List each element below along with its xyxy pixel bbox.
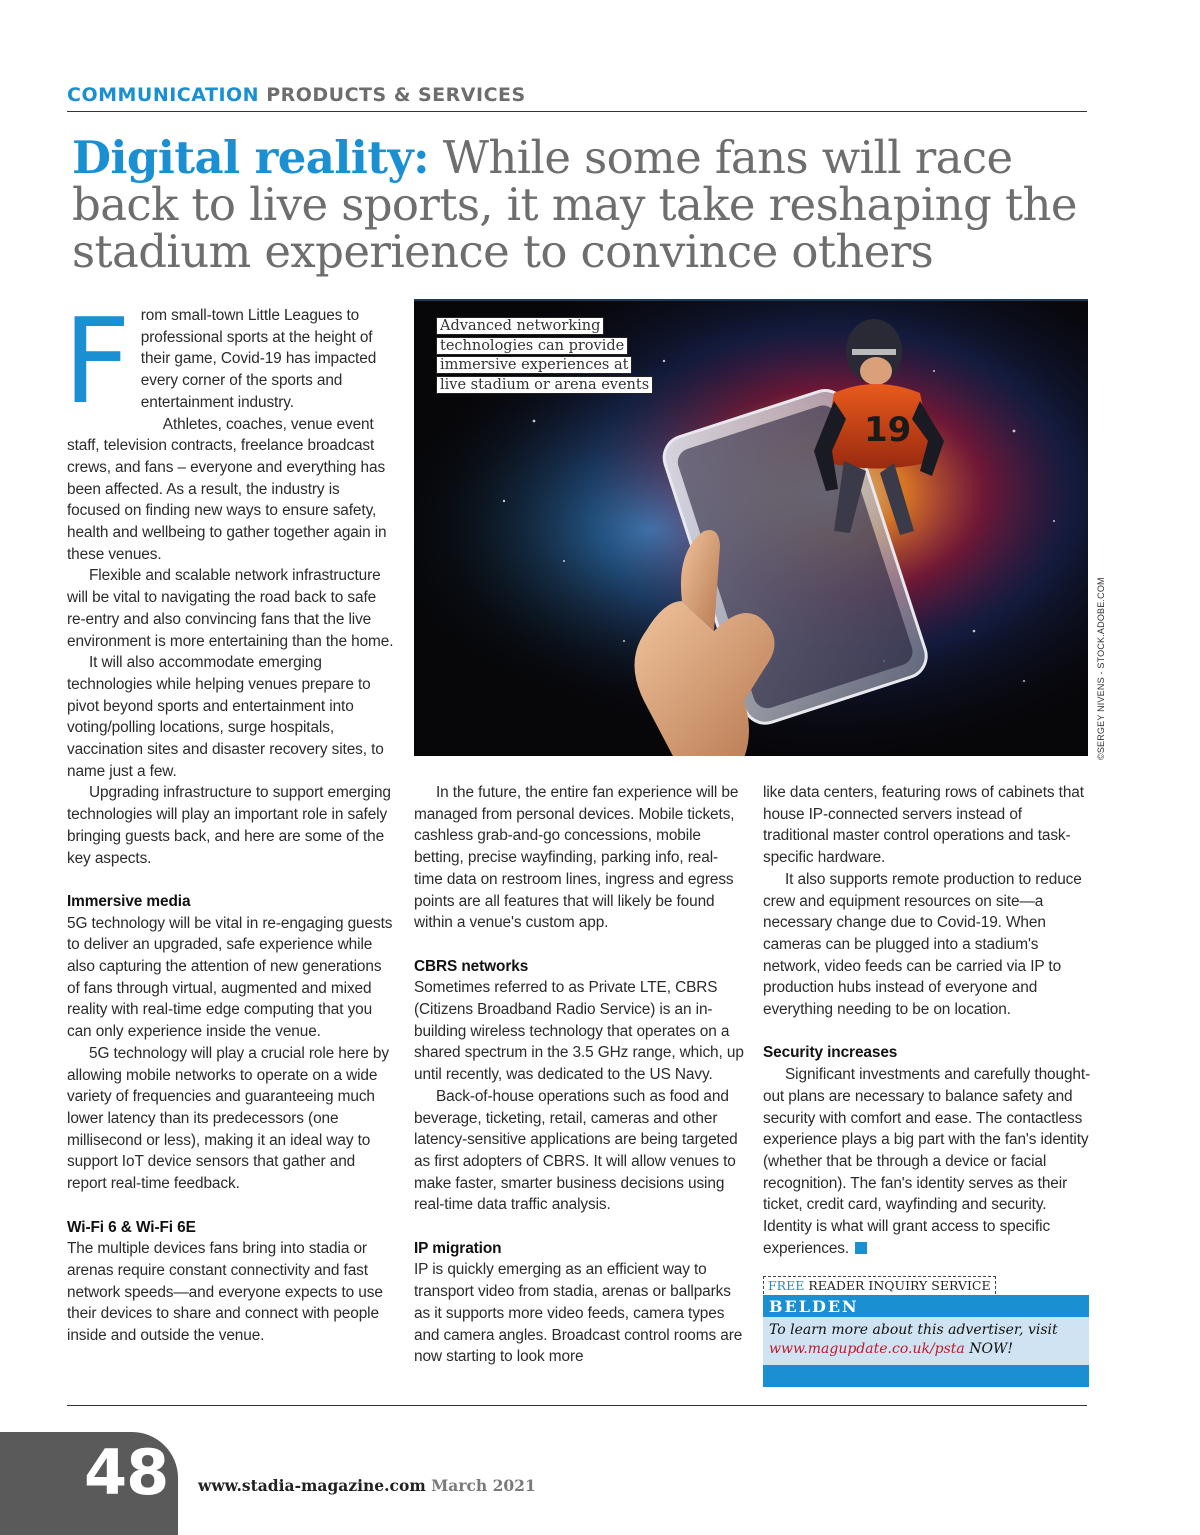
caption-line: immersive experiences at — [436, 356, 632, 374]
caption-line: live stadium or arena events — [436, 376, 653, 394]
inquiry-label — [763, 1276, 996, 1294]
body-paragraph: Back-of-house operations such as food and beverage, ticketing, retail, cameras and other latency-sensitive applications are being targeted as first adopters of CBRS. It will allow venues to make faster, smarter business decisions using real-time data traffic analysis. — [414, 1087, 738, 1214]
body-paragraph: Sometimes referred to as Private LTE, CBRS (Citizens Broadband Radio Service) is an in-building wireless technology that operates on a shared spectrum in the 3.5 GHz range, which, up until recently, was dedicated to the US Navy. — [414, 979, 744, 1084]
caption-line: Advanced networking — [436, 317, 604, 335]
caption-line: technologies can provide — [436, 337, 628, 355]
security-text: Significant investments and carefully thought-out plans are necessary to balance safety and security with comfort and ease. The contactless experience plays a big part with the fan's identity (whether that be through a device or facial recognition). The fan's identity serves as their ticket, credit card, wayfinding and security. Identity is what will grant access to specific experiences. — [763, 1066, 1091, 1257]
inquiry-label-text: READER INQUIRY SERVICE — [804, 1278, 991, 1293]
headline-text: While some fans will race back to live sports, it may take reshaping the stadium experience to convince others — [72, 131, 1077, 278]
photo-caption — [436, 317, 666, 395]
article-column-2 — [414, 782, 744, 1368]
body-paragraph: It will also accommodate emerging technologies while helping venues prepare to pivot beyond sports and entertainment into voting/polling locations, surge hospitals, vaccination sites and disaster recovery sites, to name just a few. — [67, 654, 384, 780]
bottom-divider — [67, 1405, 1087, 1406]
body-paragraph — [763, 1064, 1091, 1259]
subheading-cbrs: CBRS networks — [414, 957, 529, 975]
footer-masthead — [198, 1476, 536, 1495]
end-mark-icon — [855, 1242, 867, 1254]
intro-paragraph — [63, 292, 395, 430]
intro-text: rom small-town Little Leagues to professional sports at the height of their game, Covid-19 has impacted every corner of the sports and entertainment industry. — [140, 307, 377, 411]
drop-cap: F — [63, 292, 131, 430]
hero-photo — [414, 299, 1088, 756]
article-headline — [72, 131, 1082, 278]
body-paragraph: Upgrading infrastructure to support emerging technologies will play an important role in safely bringing guests back, and here are some of the key aspects. — [67, 784, 391, 867]
section-kicker: COMMUNICATION — [67, 84, 260, 106]
body-paragraph: 5G technology will play a crucial role here by allowing mobile networks to operate on a wide variety of frequencies and guaranteeing much lower latency than its predecessors (one millisecond or less), making it an ideal way to support IoT device sensors that gather and report real-time feedback. — [67, 1044, 389, 1193]
inquiry-text-after: NOW! — [964, 1341, 1013, 1357]
body-paragraph: 5G technology will be vital in re-engaging guests to deliver an upgraded, safe experience while also capturing the attention of new generations of fans through virtual, augmented and mixed reality with real-time edge computing that you can only experience inside the venue. — [67, 914, 393, 1041]
inquiry-company: BELDEN — [763, 1295, 1089, 1317]
body-paragraph: In the future, the entire fan experience will be managed from personal devices. Mobile tickets, cashless grab-and-go concessions, mobile betting, precise wayfinding, parking info, real-time data on restroom lines, ingress and egress points are all features that will likely be found within a venue's custom app. — [414, 784, 739, 932]
article-column-1 — [63, 292, 395, 1347]
reader-inquiry-box — [763, 1276, 1089, 1387]
subheading-security: Security increases — [763, 1044, 898, 1062]
section-title: PRODUCTS & SERVICES — [266, 84, 526, 106]
body-paragraph: Athletes, coaches, venue event staff, television contracts, freelance broadcast crews, and fans – everyone and everything has been affected. As a result, the industry is focused on finding new ways to ensure safety, health and wellbeing to gather together again in these venues. — [67, 415, 387, 563]
body-paragraph: The multiple devices fans bring into stadia or arenas require constant connectivity and fast network speeds—and everyone expects to use their devices to share and connect with people inside and outside the venue. — [67, 1240, 383, 1345]
section-header — [67, 84, 1087, 112]
body-paragraph: It also supports remote production to reduce crew and equipment resources on site—a necessary change due to Covid-19. When cameras can be plugged into a stadium's network, video feeds can be carried via IP to production hubs instead of everyone and everything needing to be on location. — [763, 870, 1082, 1019]
photo-credit: ©SERGEY NIVENS - STOCK.ADOBE.COM — [1096, 577, 1106, 760]
headline-lead: Digital reality: — [72, 131, 430, 184]
footer-url[interactable]: www.stadia-magazine.com — [198, 1476, 426, 1495]
inquiry-body — [763, 1317, 1089, 1365]
article-column-3 — [763, 782, 1091, 1259]
inquiry-footer-bar — [763, 1365, 1089, 1387]
jersey-number: 19 — [864, 410, 912, 450]
inquiry-free: FREE — [768, 1278, 805, 1293]
inquiry-text: To learn more about this advertiser, visit — [769, 1322, 1058, 1338]
body-paragraph: Flexible and scalable network infrastructure will be vital to navigating the road back to safe re-entry and also convincing fans that the live environment is more entertaining than the home. — [67, 567, 394, 650]
page-number: 48 — [84, 1436, 169, 1509]
subheading-immersive-media: Immersive media — [67, 892, 191, 910]
subheading-ip-migration: IP migration — [414, 1239, 502, 1257]
subheading-wifi: Wi-Fi 6 & Wi-Fi 6E — [67, 1218, 196, 1236]
inquiry-link[interactable]: www.magupdate.co.uk/psta — [769, 1341, 965, 1357]
body-paragraph: IP is quickly emerging as an efficient way to transport video from stadia, arenas or ballparks as it supports more video feeds, camera types and camera angles. Broadcast control rooms are now starting to look more — [414, 1261, 743, 1366]
body-paragraph: like data centers, featuring rows of cabinets that house IP-connected servers instead of traditional master control operations and task-specific hardware. — [763, 784, 1084, 867]
footer-date: March 2021 — [425, 1476, 536, 1495]
